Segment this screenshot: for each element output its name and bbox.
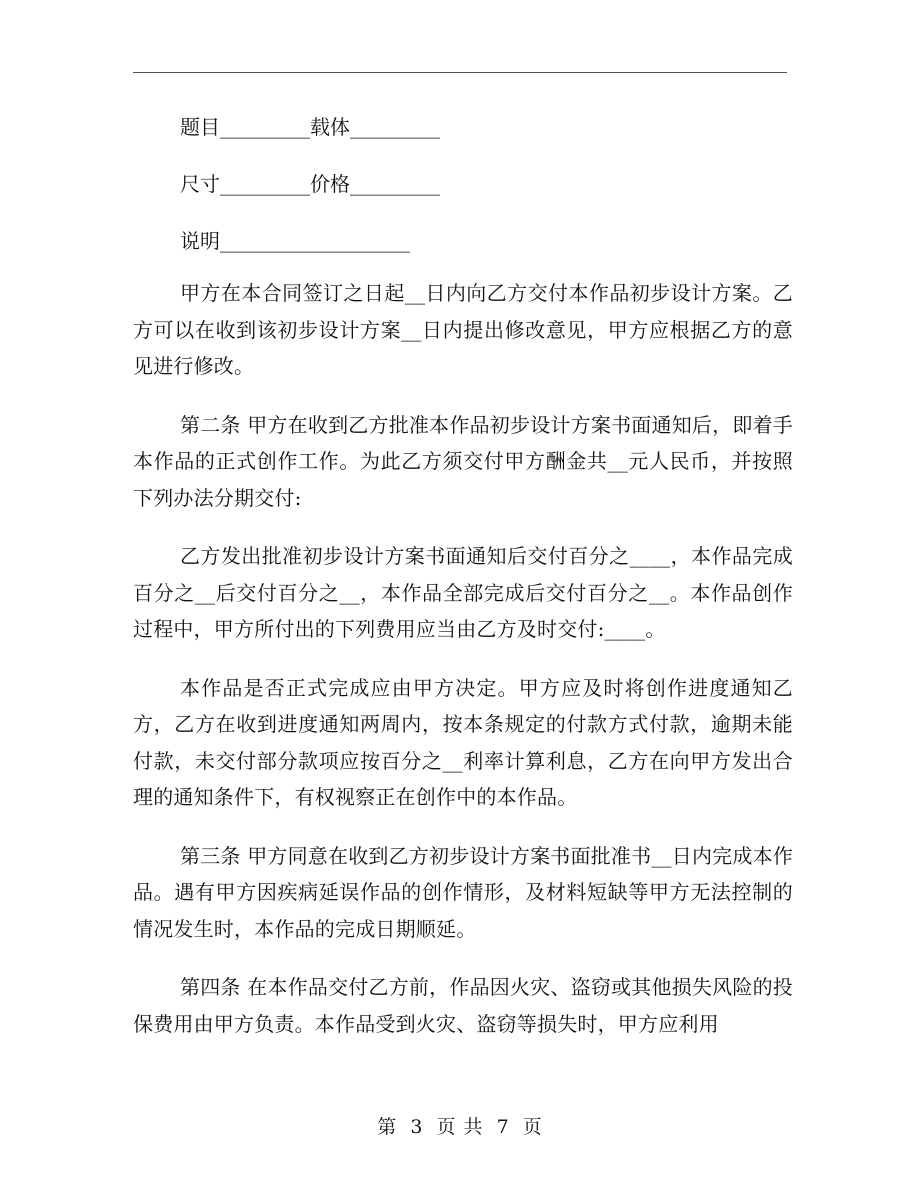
paragraph-payment-installments: 乙方发出批准初步设计方案书面通知后交付百分之____，本作品完成百分之__后交付百分之__，本作品全部完成后交付百分之__。本作品创作过程中，甲方所付出的下列费用应当由乙方及时交付:____。 [133, 544, 793, 641]
footer-current-page: 3 [410, 1116, 424, 1138]
field-blank-medium: _________ [350, 115, 440, 139]
field-label-price: 价格 [310, 172, 350, 196]
field-label-medium: 载体 [310, 115, 350, 139]
footer-prefix: 第 [377, 1116, 398, 1138]
field-blank-title: _________ [220, 115, 310, 139]
footer-suffix: 页 [522, 1116, 543, 1138]
field-blank-size: _________ [220, 172, 310, 196]
field-blank-price: _________ [350, 172, 440, 196]
paragraph-design-delivery: 甲方在本合同签订之日起__日内向乙方交付本作品初步设计方案。乙方可以在收到该初步设计方案__日内提出修改意见，甲方应根据乙方的意见进行修改。 [133, 281, 793, 378]
form-fields [133, 104, 793, 264]
footer-middle: 页 共 [436, 1116, 484, 1138]
paragraph-completion-decision: 本作品是否正式完成应由甲方决定。甲方应及时将创作进度通知乙方，乙方在收到进度通知两周内，按本条规定的付款方式付款，逾期未能付款，未交付部分款项应按百分之__利率计算利息，乙方在向甲方发出合理的通知条件下，有权视察正在创作中的本作品。 [133, 675, 793, 809]
paragraph-article-3: 第三条 甲方同意在收到乙方初步设计方案书面批准书__日内完成本作品。遇有甲方因疾病延误作品的创作情形，及材料短缺等甲方无法控制的情况发生时，本作品的完成日期顺延。 [133, 843, 793, 941]
field-label-size: 尺寸 [180, 172, 220, 196]
field-blank-explanation: ___________________ [220, 229, 410, 253]
document-body [133, 104, 793, 1064]
field-row-explanation [180, 218, 793, 264]
paragraph-article-4: 第四条 在本作品交付乙方前，作品因火灾、盗窃或其他损失风险的投保费用由甲方负责。本作品受到火灾、盗窃等损失时，甲方应利用 [133, 975, 793, 1036]
header-rule [133, 72, 787, 73]
field-row-title-medium [180, 104, 793, 150]
field-label-title: 题目 [180, 115, 220, 139]
field-label-explanation: 说明 [180, 229, 220, 253]
field-row-size-price [180, 161, 793, 207]
footer-total-pages: 7 [496, 1116, 510, 1138]
paragraph-article-2: 第二条 甲方在收到乙方批准本作品初步设计方案书面通知后，即着手本作品的正式创作工作。为此乙方须交付甲方酬金共__元人民币，并按照下列办法分期交付: [133, 412, 793, 510]
page-footer [0, 1112, 920, 1139]
